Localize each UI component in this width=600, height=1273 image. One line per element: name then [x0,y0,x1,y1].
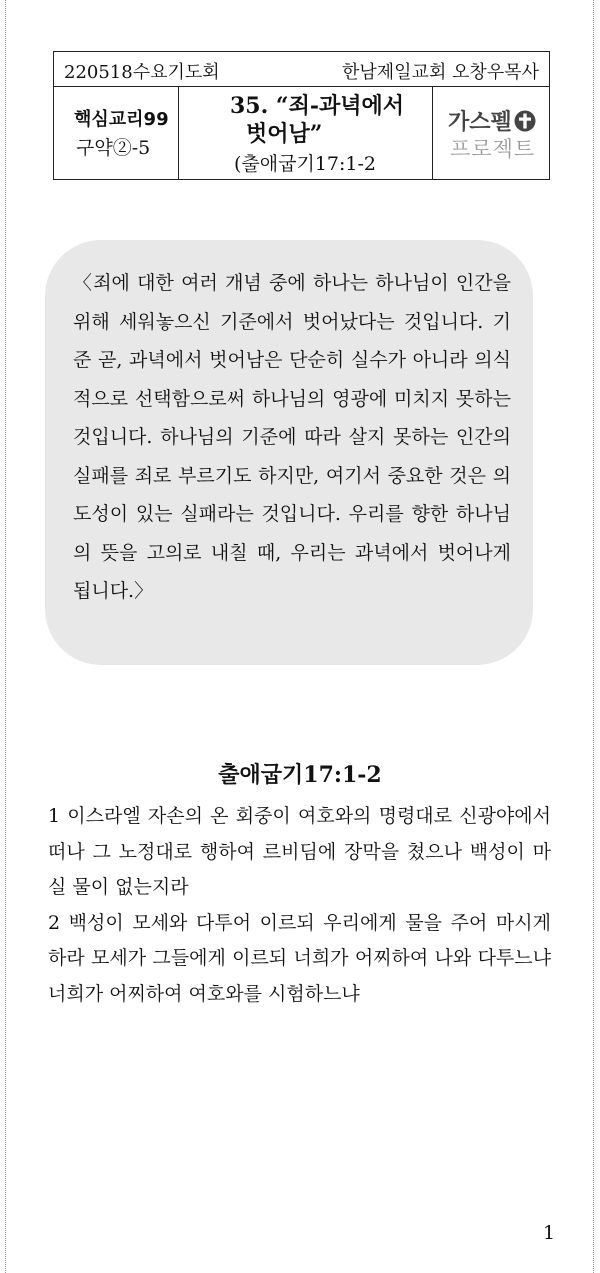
right-margin-line [593,0,594,1273]
series-name: 핵심교리99 [74,109,169,130]
service-date: 220518수요기도회 [64,62,220,83]
gospel-project-logo [448,105,536,136]
church-preacher: 한남제일교회 오창우목사 [342,62,539,83]
summary-box [45,240,533,665]
left-margin-line [5,0,6,1273]
bulletin-header [53,51,550,180]
header-bottom-row [54,87,549,180]
logo-text-line2: 프로젝트 [450,137,536,161]
scripture-reference: (출애굽기17:1-2 [234,153,377,175]
page-number: 1 [543,1222,556,1244]
cross-circle-icon [514,110,536,132]
scripture-passage [48,799,551,1012]
logo-text-line1: 가스펠 [448,110,512,135]
series-cell [54,87,179,180]
header-top-row [54,52,549,87]
scripture-heading: 출애굽기17:1-2 [218,762,382,788]
summary-text: 〈죄에 대한 여러 개념 중에 하나는 하나님이 인간을 위해 세워놓으신 기준에서 벗어났다는 것입니다. 기준 곧, 과녁에서 벗어남은 단순히 실수가 아니라 의식적으로 선택함으로써 하나님의 영광에 미치지 못하는 것입니다. 하나님의 기준에 따라 살지 못하는 인간의 실패를 죄로 부르기도 하지만, 여기서 중요한 것은 의도성이 있는 실패라는 것입니다. 우리를 향한 하나님의 뜻을 고의로 내칠 때, 우리는 과녁에서 벗어나게 됩니다.〉 [73,272,511,602]
logo-cell [432,87,549,180]
verse-2: 2 백성이 모세와 다투어 이르되 우리에게 물을 주어 마시게 하라 모세가 그들에게 이르되 너희가 어찌하여 나와 다투느냐 너희가 어찌하여 여호와를 시험하느냐 [48,911,551,1005]
sermon-title-line2: 벗어남” [246,121,323,147]
verse-1: 1 이스라엘 자손의 온 회중이 여호와의 명령대로 신광야에서 떠나 그 노정대로 행하여 르비딤에 장막을 쳤으나 백성이 마실 물이 없는지라 [48,805,551,898]
sermon-title-cell [178,87,433,180]
sermon-title-line1: 35. “죄-과녁에서 [230,93,404,119]
series-sub: 구약②-5 [76,137,151,159]
